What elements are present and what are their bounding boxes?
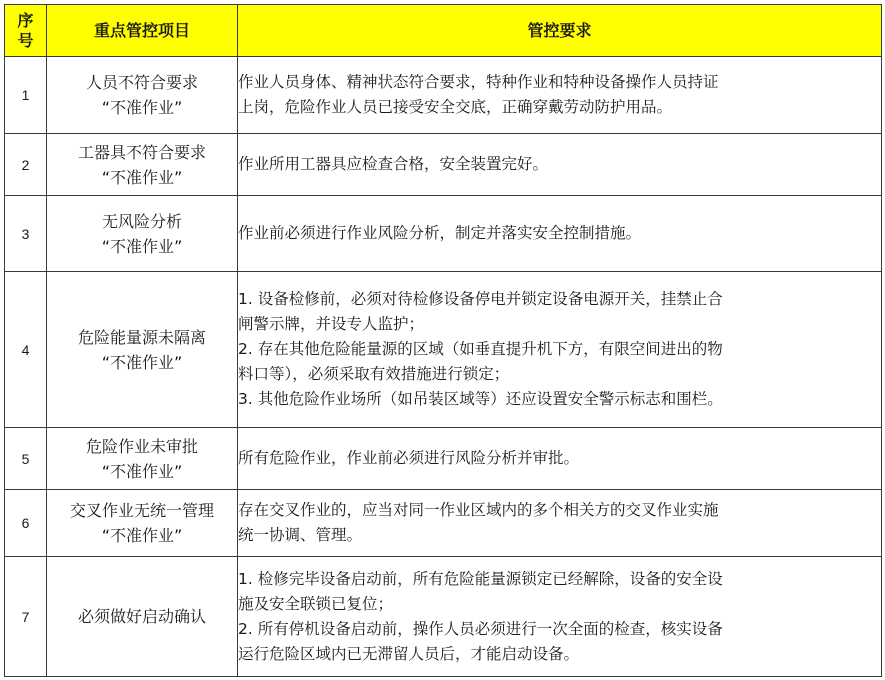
requirement-line: 上岗，危险作业人员已接受安全交底，正确穿戴劳动防护用品。 (238, 98, 673, 116)
control-item-line: 工器具不符合要求 (77, 142, 206, 162)
control-item (47, 272, 238, 428)
row-number: 6 (5, 490, 47, 557)
row-number: 2 (5, 134, 47, 196)
requirement-line: 闸警示牌，并设专人监护； (238, 315, 425, 333)
control-item (47, 196, 238, 272)
header-requirement: 管控要求 (238, 5, 882, 57)
row-number: 4 (5, 272, 47, 428)
row-number: 1 (5, 57, 47, 134)
control-item-line: 交叉作业无统一管理 (69, 501, 214, 520)
control-requirement (238, 490, 882, 557)
control-item-line: “不准作业” (101, 352, 183, 372)
requirement-line: 所有危险作业，作业前必须进行风险分析并审批。 (238, 449, 580, 467)
requirement-line: 料口等），必须采取有效措施进行锁定； (238, 365, 510, 383)
control-requirement (238, 557, 882, 677)
control-item-line: 危险作业未审批 (85, 436, 198, 456)
control-requirement (238, 196, 882, 272)
table-row (5, 196, 882, 272)
control-item-line: “不准作业” (101, 167, 183, 187)
row-number: 3 (5, 196, 47, 272)
requirement-line: 2. 所有停机设备启动前，操作人员必须进行一次全面的检查，核实设备 (238, 619, 723, 638)
control-item (47, 557, 238, 677)
row-number: 7 (5, 557, 47, 677)
requirement-line: 施及安全联锁已复位； (238, 594, 394, 613)
control-item-line: 无风险分析 (101, 211, 182, 231)
table-header-row (5, 5, 882, 57)
row-number: 5 (5, 428, 47, 490)
requirement-line: 作业人员身体、精神状态符合要求，特种作业和特种设备操作人员持证 (238, 73, 719, 91)
control-item-line: 危险能量源未隔离 (77, 327, 206, 347)
control-requirement (238, 428, 882, 490)
control-item-line: “不准作业” (101, 526, 183, 545)
control-item (47, 134, 238, 196)
table-row (5, 428, 882, 490)
table-row (5, 557, 882, 677)
control-requirements-table (4, 4, 882, 677)
header-seq (5, 5, 47, 57)
table-row (5, 57, 882, 134)
control-requirement (238, 57, 882, 134)
requirement-line: 运行危险区域内已无滞留人员后，才能启动设备。 (238, 644, 580, 663)
control-item-line: 必须做好启动确认 (77, 607, 206, 626)
control-item (47, 428, 238, 490)
header-item: 重点管控项目 (47, 5, 238, 57)
control-item (47, 490, 238, 557)
control-requirement (238, 134, 882, 196)
requirement-line: 3. 其他危险作业场所（如吊装区域等）还应设置安全警示标志和围栏。 (238, 390, 723, 408)
control-item-line: “不准作业” (101, 98, 183, 117)
table-row (5, 134, 882, 196)
requirement-line: 存在交叉作业的，应当对同一作业区域内的多个相关方的交叉作业实施 (238, 501, 719, 519)
control-requirement (238, 272, 882, 428)
requirement-line: 作业所用工器具应检查合格，安全装置完好。 (238, 155, 549, 173)
requirement-line: 2. 存在其他危险能量源的区域（如垂直提升机下方，有限空间进出的物 (238, 340, 723, 358)
control-item-line: “不准作业” (101, 461, 183, 481)
control-item-line: “不准作业” (101, 236, 183, 256)
control-item (47, 57, 238, 134)
header-seq-char-2: 号 (17, 30, 34, 50)
requirement-line: 1. 设备检修前，必须对待检修设备停电并锁定设备电源开关，挂禁止合 (238, 290, 723, 308)
table-row (5, 490, 882, 557)
header-seq-char-1: 序 (17, 10, 34, 30)
control-item-line: 人员不符合要求 (85, 73, 198, 92)
table-row (5, 272, 882, 428)
requirement-line: 作业前必须进行作业风险分析，制定并落实安全控制措施。 (238, 224, 642, 242)
requirement-line: 统一协调、管理。 (238, 526, 363, 544)
requirement-line: 1. 检修完毕设备启动前，所有危险能量源锁定已经解除，设备的安全设 (238, 569, 723, 588)
